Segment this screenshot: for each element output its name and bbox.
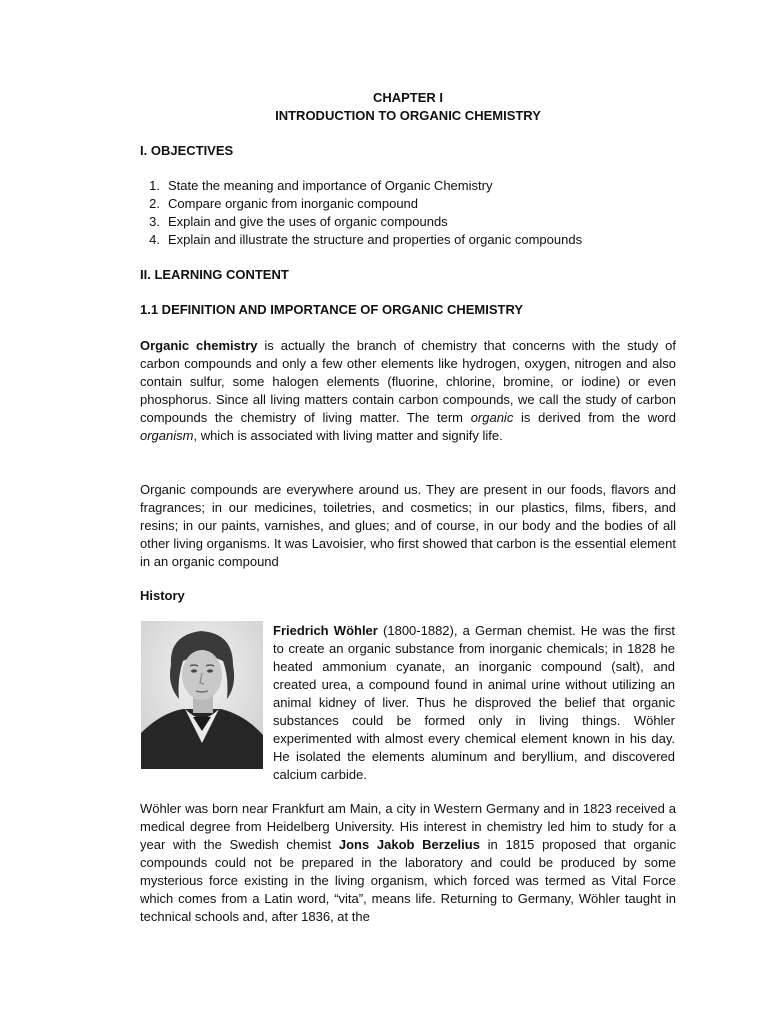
list-item: 4. Explain and illustrate the structure and properties of organic compounds [149,232,583,247]
history-heading: History [140,588,185,603]
biography-paragraph: Wöhler was born near Frankfurt am Main, a city in Western Germany and in 1823 received a medical degree from Heidelberg University. His interest in chemistry led him to study for a year with the Swedish chemist Jons Jakob Berzelius in 1815 proposed that organic compounds could not be prepared in the laboratory and could be produced by some mysterious force existing in the living organism, which forced was termed as Vital Force which comes from a Latin word, “vita”, means life. Returning to Germany, Wöhler taught in technical schools and, after 1836, at the [140,801,676,924]
wohler-paragraph: Friedrich Wöhler (1800-1882), a German chemist. He was the first to create an organic substance from inorganic chemicals; in 1828 he heated ammonium cyanate, an inorganic compound (salt), and created urea, a compound found in animal urine without utilizing an animal kidney of liver. Thus he disproved the belief that organic substances could be formed only in living things. Wöhler experimented with almost every chemical element known in his day. He isolated the elements aluminum and beryllium, and discovered calcium carbide. [273,623,675,782]
berzelius-name: Jons Jakob Berzelius [338,837,480,852]
objectives-list [140,177,700,249]
portrait-photo [141,621,263,769]
section-heading: 1.1 DEFINITION AND IMPORTANCE OF ORGANIC CHEMISTRY [140,302,524,317]
term-organic-chemistry: Organic chemistry [140,338,258,353]
list-item: 1. State the meaning and importance of Organic Chemistry [149,178,493,193]
list-item: 3. Explain and give the uses of organic compounds [149,214,448,229]
learning-content-heading: II. LEARNING CONTENT [140,267,289,282]
definition-paragraph: Organic chemistry is actually the branch of chemistry that concerns with the study of carbon compounds and only a few other elements like hydrogen, oxygen, nitrogen and also contain sulfur, some halogen elements (fluorine, chlorine, bromine, or iodine) or even phosphorus. Since all living matters contain carbon compounds, we call the study of carbon compounds the chemistry of living matter. The term organic is derived from the word organism, which is associated with living matter and signify life. [140,338,677,443]
objectives-heading: I. OBJECTIVES [140,143,234,158]
list-item: 2. Compare organic from inorganic compound [149,196,419,211]
wohler-name: Friedrich Wöhler [273,623,378,638]
chapter-label: CHAPTER I [372,90,444,105]
chapter-title: INTRODUCTION TO ORGANIC CHEMISTRY [275,108,541,123]
compounds-paragraph: Organic compounds are everywhere around us. They are present in our foods, flavors and fragrances; in our medicines, toiletries, and cosmetics; in our plastics, films, fibers, and resins; in our paints, varnishes, and glues; and of course, in our body and the bodies of all other living organisms. It was Lavoisier, who first showed that carbon is the essential element in an organic compound [140,482,676,569]
